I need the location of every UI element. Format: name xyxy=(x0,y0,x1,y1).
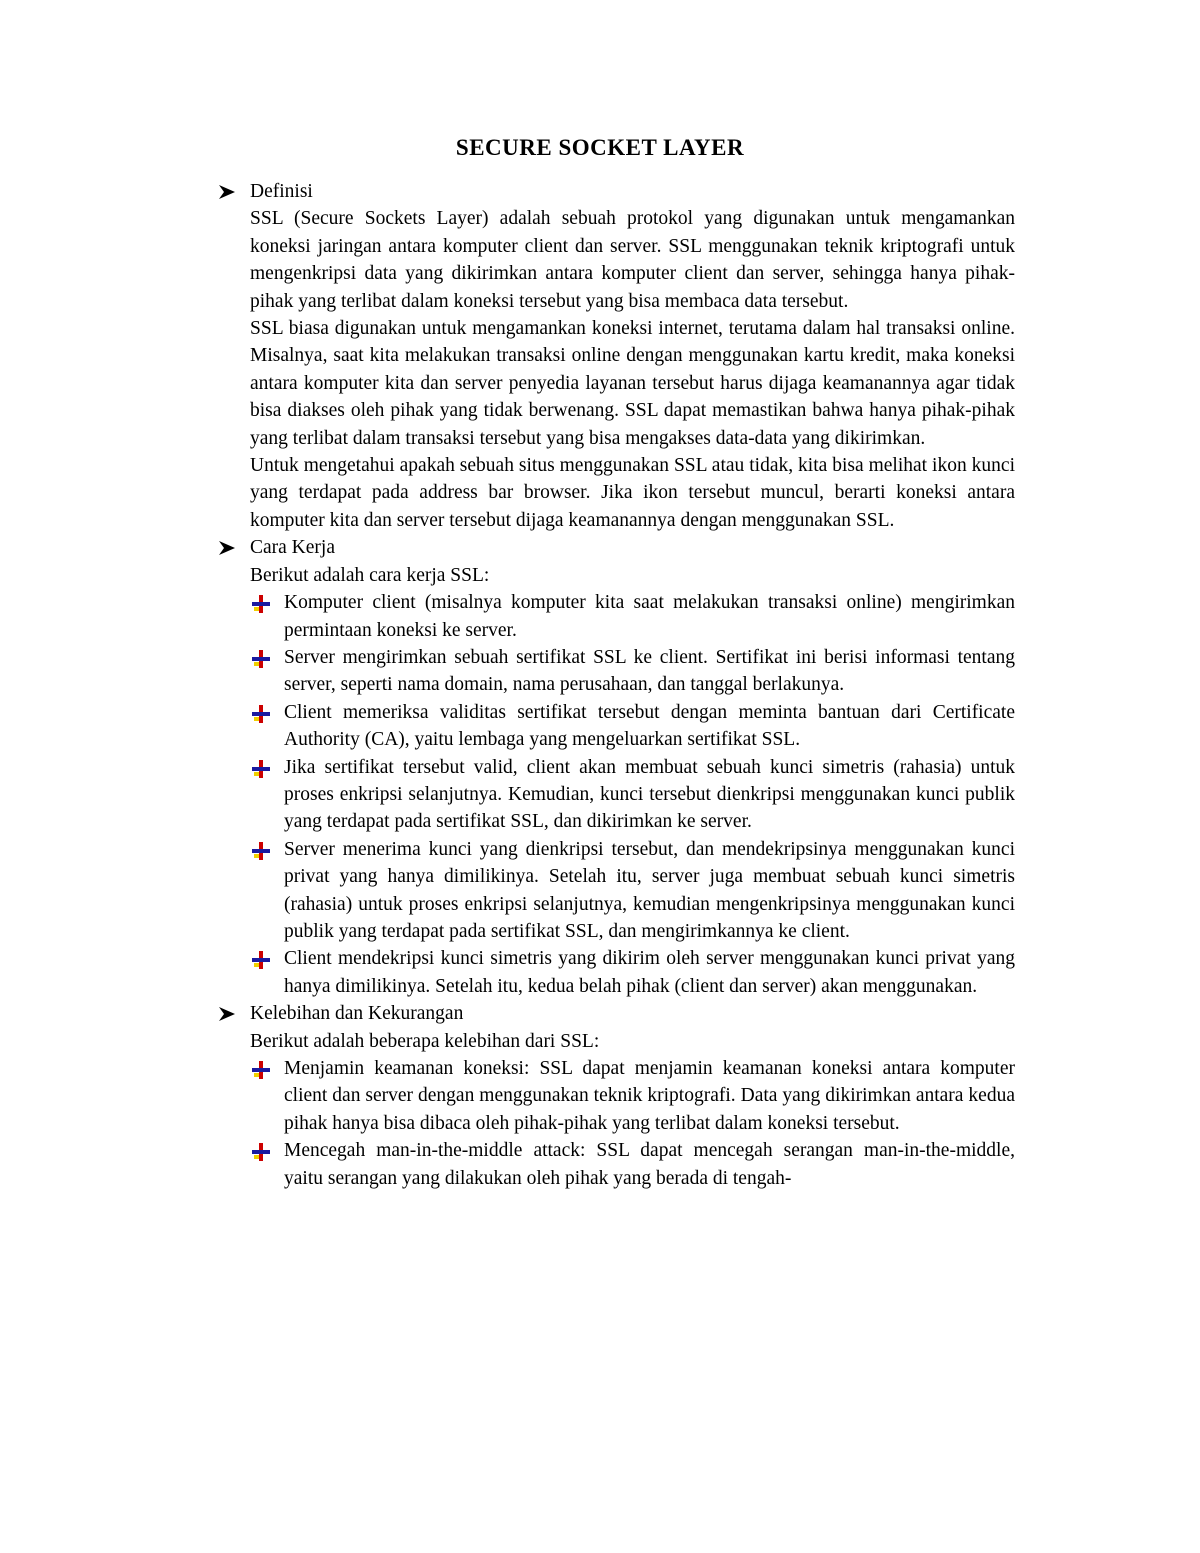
section-content xyxy=(250,562,1015,589)
section-content xyxy=(250,205,1015,534)
list-item-text: Menjamin keamanan koneksi: SSL dapat menjamin keamanan koneksi antara komputer client dan server dengan menggunakan teknik kriptografi. Data yang dikirimkan antara kedua pihak hanya bisa dibaca oleh pihak-pihak yang terlibat dalam koneksi tersebut. xyxy=(284,1058,1015,1134)
list-item xyxy=(251,699,1015,754)
cross-bullet-icon xyxy=(251,759,271,779)
section-intro: Berikut adalah cara kerja SSL: xyxy=(250,564,490,586)
cross-bullet-icon xyxy=(251,649,271,669)
arrowhead-icon xyxy=(218,539,236,557)
list-item xyxy=(251,1137,1015,1192)
arrowhead-icon xyxy=(218,1005,236,1023)
list-item xyxy=(251,644,1015,699)
bullet-list xyxy=(251,1055,1015,1192)
cross-bullet-icon xyxy=(251,950,271,970)
section-kelebihan-kekurangan xyxy=(218,1000,1015,1192)
section-heading: Cara Kerja xyxy=(250,537,335,559)
list-item xyxy=(251,836,1015,946)
list-item xyxy=(251,1055,1015,1137)
section-heading: Kelebihan dan Kekurangan xyxy=(250,1003,464,1025)
list-item-text: Client mendekripsi kunci simetris yang dikirim oleh server menggunakan kunci privat yang hanya dimilikinya. Setelah itu, kedua belah pihak (client dan server) akan menggunakan. xyxy=(284,948,1015,997)
list-item-text: Komputer client (misalnya komputer kita saat melakukan transaksi online) mengirimkan permintaan koneksi ke server. xyxy=(284,592,1015,641)
section-definisi xyxy=(218,178,1015,534)
document-title: SECURE SOCKET LAYER xyxy=(455,135,745,160)
paragraph: SSL biasa digunakan untuk mengamankan koneksi internet, terutama dalam hal transaksi online. Misalnya, saat kita melakukan transaksi online dengan menggunakan kartu kredit, maka koneksi antara komputer kita dan server penyedia layanan tersebut harus dijaga keamanannya agar tidak bisa diakses oleh pihak yang tidak berwenang. SSL dapat memastikan bahwa hanya pihak-pihak yang terlibat dalam transaksi tersebut yang bisa mengakses data-data yang dikirimkan. xyxy=(250,318,1015,449)
paragraph: SSL (Secure Sockets Layer) adalah sebuah protokol yang digunakan untuk mengamankan koneksi jaringan antara komputer client dan server. SSL menggunakan teknik kriptografi untuk mengenkripsi data yang dikirimkan antara komputer client dan server, sehingga hanya pihak-pihak yang terlibat dalam koneksi tersebut yang bisa membaca data tersebut. xyxy=(250,208,1015,312)
cross-bullet-icon xyxy=(251,704,271,724)
document-body xyxy=(218,178,1015,1192)
cross-bullet-icon xyxy=(251,841,271,861)
list-item xyxy=(251,754,1015,836)
list-item-text: Mencegah man-in-the-middle attack: SSL dapat mencegah serangan man-in-the-middle, yaitu serangan yang dilakukan oleh pihak yang berada di tengah- xyxy=(284,1140,1015,1189)
list-item-text: Server mengirimkan sebuah sertifikat SSL ke client. Sertifikat ini berisi informasi tentang server, seperti nama domain, nama perusahaan, dan tanggal berlakunya. xyxy=(284,646,1015,696)
section-intro: Berikut adalah beberapa kelebihan dari SSL: xyxy=(250,1030,600,1052)
section-heading: Definisi xyxy=(250,181,313,202)
cross-bullet-icon xyxy=(251,594,271,614)
section-heading-row xyxy=(218,1000,1015,1027)
list-item-text: Client memeriksa validitas sertifikat tersebut dengan meminta bantuan dari Certificate Authority (CA), yaitu lembaga yang mengeluarkan sertifikat SSL. xyxy=(284,701,1015,751)
section-heading-row xyxy=(218,534,1015,561)
section-heading-row xyxy=(218,178,1015,205)
list-item xyxy=(251,945,1015,1000)
cross-bullet-icon xyxy=(251,1142,271,1162)
bullet-list xyxy=(251,589,1015,1000)
cross-bullet-icon xyxy=(251,1060,271,1080)
paragraph: Untuk mengetahui apakah sebuah situs menggunakan SSL atau tidak, kita bisa melihat ikon kunci yang terdapat pada address bar browser. Jika ikon tersebut muncul, berarti koneksi antara komputer kita dan server tersebut dijaga keamanannya dengan menggunakan SSL. xyxy=(250,455,1015,531)
arrowhead-icon xyxy=(218,183,236,201)
list-item-text: Server menerima kunci yang dienkripsi tersebut, dan mendekripsinya menggunakan kunci privat yang hanya dimilikinya. Setelah itu, server juga membuat sebuah kunci simetris (rahasia) untuk proses enkripsi selanjutnya, kemudian mengenkripsinya menggunakan kunci publik yang terdapat pada sertifikat SSL, dan mengirimkannya ke client. xyxy=(284,838,1015,942)
section-cara-kerja xyxy=(218,534,1015,1000)
list-item xyxy=(251,589,1015,644)
list-item-text: Jika sertifikat tersebut valid, client akan membuat sebuah kunci simetris (rahasia) untuk proses enkripsi selanjutnya. Kemudian, kunci tersebut dienkripsi menggunakan kunci publik yang terdapat pada sertifikat SSL, dan dikirimkan ke server. xyxy=(284,756,1015,833)
section-content xyxy=(250,1028,1015,1055)
